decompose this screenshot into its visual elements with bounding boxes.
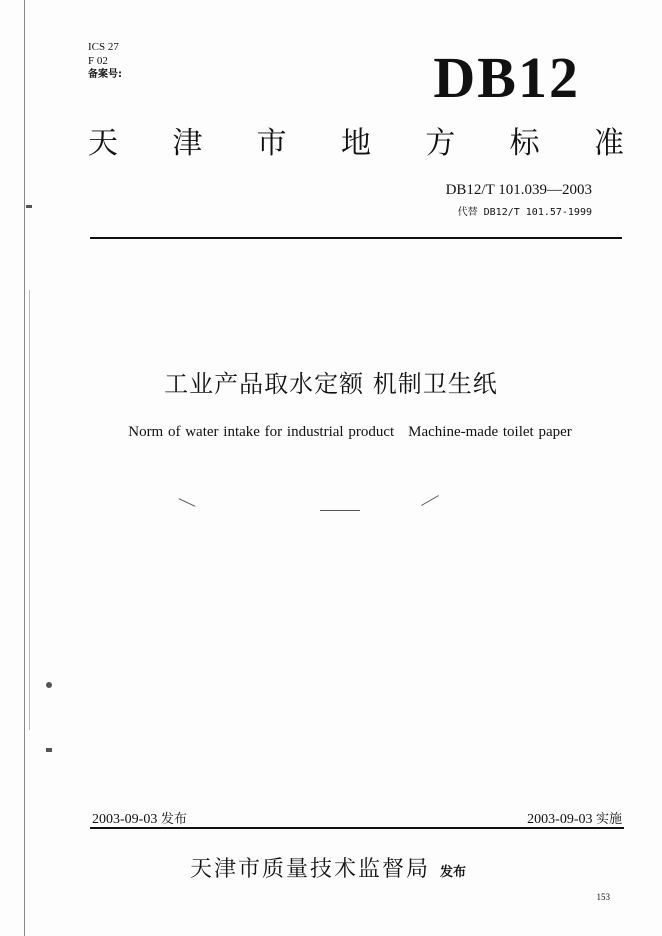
ics-code: ICS 27 [88, 41, 119, 53]
scan-speck [46, 682, 52, 688]
scan-speck [26, 205, 32, 208]
issue-label: 发布 [160, 812, 187, 827]
standard-type-char: 市 [256, 126, 287, 161]
standard-number: DB12/T 101.039—2003 [445, 182, 592, 198]
issue-date: 2003-09-03 [92, 812, 158, 827]
standard-type-char: 准 [593, 126, 624, 161]
standard-code: DB12 [433, 45, 580, 110]
header-meta [88, 40, 122, 82]
replaces-standard: 代替 DB12/T 101.57-1999 [457, 207, 592, 218]
binding-edge [24, 0, 25, 936]
effective-date: 2003-09-03 [527, 812, 593, 827]
document-title-en [0, 424, 662, 441]
effective-label: 实施 [595, 812, 622, 827]
title-en-part2: Machine-made toilet paper [408, 424, 572, 440]
binding-edge-secondary [29, 290, 30, 730]
scan-speck [421, 495, 439, 506]
filing-label: 备案号: [88, 69, 122, 80]
document-title-cn: 工业产品取水定额 机制卫生纸 [164, 370, 498, 398]
scan-speck [46, 748, 52, 752]
standard-type-char: 方 [425, 126, 456, 161]
issuer-action: 发布 [440, 865, 467, 880]
title-en-part1: Norm of water intake for industrial product [128, 424, 395, 440]
issuer-line [190, 852, 466, 883]
footer-divider [90, 827, 624, 829]
standard-type-title [88, 126, 624, 162]
standard-type-char: 标 [509, 126, 540, 161]
classification-code: F 02 [88, 55, 108, 67]
page-number: 153 [596, 892, 610, 902]
standard-type-char: 津 [172, 126, 203, 161]
header-divider [90, 237, 622, 239]
issuer-name: 天津市质量技术监督局 [190, 857, 431, 882]
scan-speck [179, 498, 196, 507]
standard-type-char: 地 [340, 126, 371, 161]
issue-date-block [92, 808, 187, 828]
effective-date-block [527, 808, 622, 828]
scan-speck [320, 510, 360, 511]
standard-type-char: 天 [88, 126, 118, 161]
